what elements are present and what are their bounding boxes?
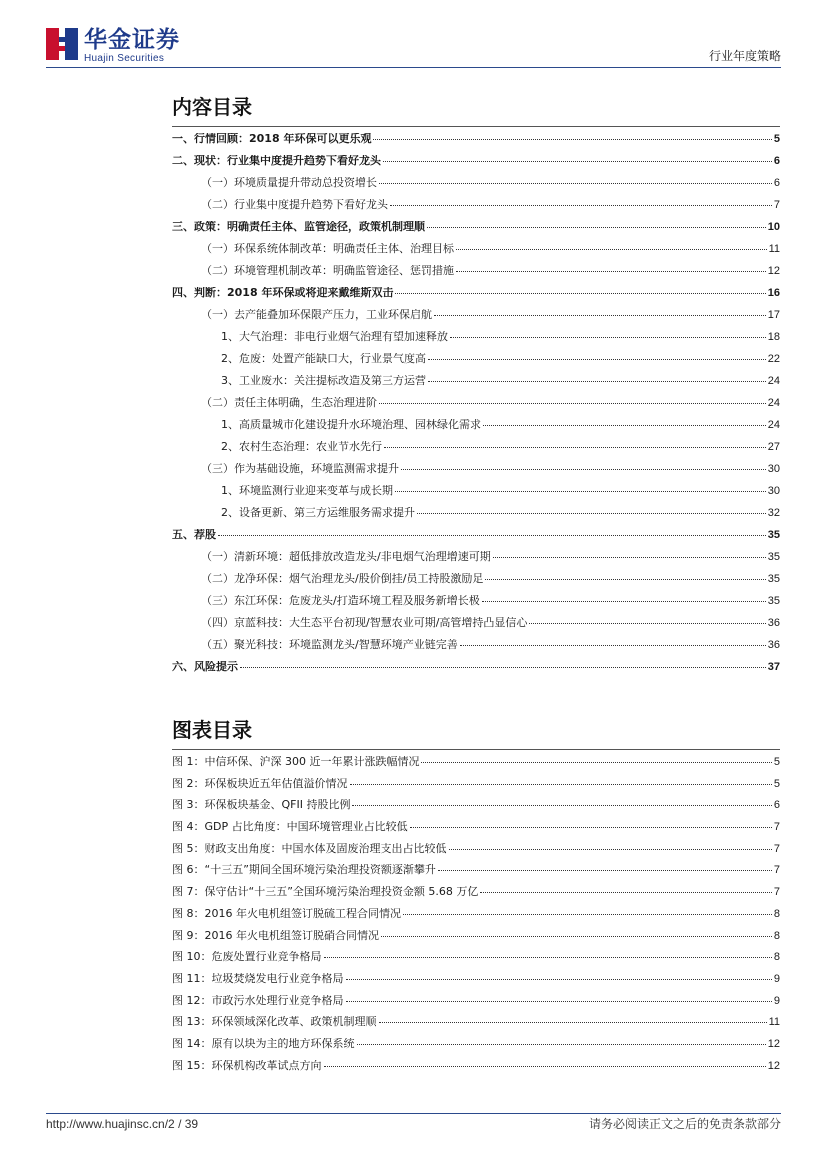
- toc-entry[interactable]: [172, 309, 780, 331]
- toc-entry[interactable]: [172, 265, 780, 287]
- figure-entry-text: 图 10：危废处置行业竞争格局: [172, 951, 322, 964]
- figure-entry[interactable]: [172, 1060, 780, 1082]
- dot-leader: [381, 936, 772, 937]
- figure-entry[interactable]: [172, 1016, 780, 1038]
- toc-entry-page-number: 35: [767, 551, 780, 563]
- toc-entry[interactable]: [172, 573, 780, 595]
- toc-entry-text: （一）清新环境：超低排放改造龙头/非电烟气治理增速可期: [201, 551, 491, 563]
- toc-entry-text: （二）责任主体明确，生态治理进阶: [201, 397, 377, 409]
- toc-entry-text: 三、政策：明确责任主体、监管途径，政策机制理顺: [172, 221, 425, 233]
- toc-entry-page-number: 32: [767, 507, 780, 519]
- figure-entry-page-number: 5: [773, 777, 780, 790]
- figure-entry-page-number: 11: [768, 1016, 780, 1029]
- figure-entry-page-number: 9: [773, 972, 780, 985]
- dot-leader: [240, 667, 766, 668]
- figure-entry-text: 图 15：环保机构改革试点方向: [172, 1059, 322, 1072]
- toc-entry[interactable]: [172, 133, 780, 155]
- dot-leader: [485, 579, 765, 580]
- dot-leader: [427, 227, 766, 228]
- figure-entry[interactable]: [172, 951, 780, 973]
- toc-entry-text: （三）东江环保：危废龙头/打造环境工程及服务新增长极: [201, 595, 480, 607]
- toc-entry[interactable]: [172, 243, 780, 265]
- figures-title-rule: [172, 749, 780, 750]
- toc-entry[interactable]: [172, 221, 780, 243]
- toc-entry[interactable]: [172, 529, 780, 551]
- figure-entry-page-number: 7: [773, 886, 780, 899]
- toc-entry[interactable]: [172, 463, 780, 485]
- footer-url-page[interactable]: http://www.huajinsc.cn/2 / 39: [46, 1117, 199, 1131]
- toc-entry-text: 2、危废：处置产能缺口大，行业景气度高: [221, 353, 426, 365]
- toc-entry[interactable]: [172, 397, 780, 419]
- figure-entry[interactable]: [172, 799, 780, 821]
- toc-entry-page-number: 24: [767, 419, 780, 431]
- toc-entry-page-number: 24: [767, 375, 780, 387]
- toc-entry-text: （五）聚光科技：环境监测龙头/智慧环境产业链完善: [201, 639, 458, 651]
- toc-entry-page-number: 36: [767, 639, 780, 651]
- figure-entry[interactable]: [172, 778, 780, 800]
- toc-entry-text: （四）京蓝科技：大生态平台初现/智慧农业可期/高管增持凸显信心: [201, 617, 528, 629]
- dot-leader: [383, 161, 772, 162]
- toc-entry-text: 二、现状：行业集中度提升趋势下看好龙头: [172, 155, 381, 167]
- dot-leader: [357, 1044, 766, 1045]
- figure-entry-text: 图 12：市政污水处理行业竞争格局: [172, 994, 344, 1007]
- figure-entry[interactable]: [172, 864, 780, 886]
- figure-entry-page-number: 12: [767, 1059, 780, 1072]
- dot-leader: [390, 205, 772, 206]
- dot-leader: [324, 957, 772, 958]
- toc-entry[interactable]: [172, 199, 780, 221]
- figure-entry-page-number: 8: [773, 951, 780, 964]
- report-type-label: 行业年度策略: [708, 49, 781, 63]
- toc-entry-text: 3、工业废水：关注提标改造及第三方运营: [221, 375, 426, 387]
- figure-entry[interactable]: [172, 995, 780, 1017]
- dot-leader: [403, 914, 772, 915]
- toc-entry-text: 四、判断：2018 年环保或将迎来戴维斯双击: [172, 287, 394, 299]
- toc-entry[interactable]: [172, 639, 780, 661]
- toc-entry-text: 1、环境监测行业迎来变革与成长期: [221, 485, 393, 497]
- toc-entry-page-number: 10: [767, 221, 780, 233]
- dot-leader: [529, 623, 765, 624]
- toc-entry-page-number: 35: [767, 595, 780, 607]
- dot-leader: [434, 315, 766, 316]
- figure-entry[interactable]: [172, 908, 780, 930]
- toc-entry-text: 2、设备更新、第三方运维服务需求提升: [221, 507, 415, 519]
- toc-entry-text: （二）行业集中度提升趋势下看好龙头: [201, 199, 388, 211]
- dot-leader: [379, 403, 766, 404]
- dot-leader: [456, 249, 767, 250]
- figure-entry-page-number: 7: [773, 821, 780, 834]
- dot-leader: [352, 805, 771, 806]
- figure-entry-text: 图 3：环保板块基金、QFII 持股比例: [172, 799, 351, 812]
- toc-entry-page-number: 22: [767, 353, 780, 365]
- dot-leader: [450, 337, 766, 338]
- page-header: [0, 0, 827, 68]
- toc-entry[interactable]: [172, 551, 780, 573]
- figure-entry-text: 图 9：2016 年火电机组签订脱硝合同情况: [172, 929, 379, 942]
- figure-entry-page-number: 9: [773, 994, 780, 1007]
- list-of-figures: [172, 756, 780, 1081]
- dot-leader: [395, 491, 766, 492]
- dot-leader: [410, 827, 772, 828]
- toc-entry[interactable]: [172, 177, 780, 199]
- dot-leader: [428, 381, 766, 382]
- toc-entry-page-number: 12: [767, 265, 780, 277]
- figure-entry[interactable]: [172, 821, 780, 843]
- header-divider: [46, 67, 781, 68]
- dot-leader: [379, 183, 772, 184]
- toc-entry-page-number: 36: [767, 617, 780, 629]
- toc-entry-text: （一）环境质量提升带动总投资增长: [201, 177, 377, 189]
- dot-leader: [346, 1001, 772, 1002]
- toc-entry[interactable]: [172, 287, 780, 309]
- logo-english-name: Huajin Securities: [84, 53, 165, 64]
- figure-entry[interactable]: [172, 756, 780, 778]
- figures-title: 图表目录: [172, 718, 252, 742]
- figure-entry[interactable]: [172, 973, 780, 995]
- toc-entry[interactable]: [172, 441, 780, 463]
- figure-entry-text: 图 6：“十三五”期间全国环境污染治理投资额逐渐攀升: [172, 864, 436, 877]
- toc-entry-page-number: 17: [767, 309, 780, 321]
- dot-leader: [493, 557, 766, 558]
- toc-entry-page-number: 27: [767, 441, 780, 453]
- contents-title: 内容目录: [172, 95, 252, 119]
- figure-entry-page-number: 7: [773, 864, 780, 877]
- figure-entry-text: 图 11：垃圾焚烧发电行业竞争格局: [172, 972, 344, 985]
- toc-entry-page-number: 18: [767, 331, 780, 343]
- toc-entry-page-number: 6: [773, 177, 780, 189]
- contents-title-rule: [172, 126, 780, 127]
- figure-entry-page-number: 5: [773, 756, 780, 768]
- dot-leader: [324, 1066, 766, 1067]
- toc-entry[interactable]: [172, 353, 780, 375]
- figure-entry[interactable]: [172, 930, 780, 952]
- figure-entry-page-number: 8: [773, 929, 780, 942]
- figure-entry[interactable]: [172, 1038, 780, 1060]
- toc-entry-text: 1、大气治理：非电行业烟气治理有望加速释放: [221, 331, 448, 343]
- dot-leader: [456, 271, 766, 272]
- logo-chinese-name: 华金证券: [84, 27, 180, 53]
- toc-entry-page-number: 6: [773, 155, 780, 167]
- toc-entry-text: （二）环境管理机制改革：明确监管途径、惩罚措施: [201, 265, 454, 277]
- dot-leader: [401, 469, 766, 470]
- figure-entry-page-number: 6: [773, 799, 780, 812]
- dot-leader: [421, 762, 771, 763]
- toc-entry-text: 2、农村生态治理：农业节水先行: [221, 441, 382, 453]
- figure-entry-page-number: 12: [767, 1037, 780, 1050]
- figure-entry[interactable]: [172, 886, 780, 908]
- toc-entry-text: （一）去产能叠加环保限产压力，工业环保启航: [201, 309, 432, 321]
- toc-entry[interactable]: [172, 595, 780, 617]
- toc-entry-page-number: 24: [767, 397, 780, 409]
- toc-entry-page-number: 7: [773, 199, 780, 211]
- dot-leader: [438, 870, 772, 871]
- dot-leader: [395, 293, 765, 294]
- figure-entry[interactable]: [172, 843, 780, 865]
- footer-disclaimer: 请务必阅读正文之后的免责条款部分: [588, 1117, 781, 1131]
- figure-entry-text: 图 14：原有以块为主的地方环保系统: [172, 1037, 355, 1050]
- dot-leader: [449, 849, 772, 850]
- toc-entry[interactable]: [172, 375, 780, 397]
- toc-entry-text: （二）龙净环保：烟气治理龙头/股价倒挂/员工持股激励足: [201, 573, 484, 585]
- toc-entry[interactable]: [172, 155, 780, 177]
- toc-entry-page-number: 37: [767, 661, 780, 673]
- figure-entry-text: 图 2：环保板块近五年估值溢价情况: [172, 777, 348, 790]
- toc-entry-page-number: 30: [767, 463, 780, 475]
- dot-leader: [373, 139, 771, 140]
- dot-leader: [428, 359, 766, 360]
- toc-entry[interactable]: [172, 419, 780, 441]
- toc-entry-text: （一）环保系统体制改革：明确责任主体、治理目标: [201, 243, 454, 255]
- figure-entry-text: 图 8：2016 年火电机组签订脱硫工程合同情况: [172, 907, 401, 920]
- table-of-contents: [172, 133, 780, 683]
- dot-leader: [346, 979, 772, 980]
- toc-entry-text: （三）作为基础设施，环境监测需求提升: [201, 463, 399, 475]
- toc-entry[interactable]: [172, 507, 780, 529]
- dot-leader: [460, 645, 766, 646]
- toc-entry-text: 1、高质量城市化建设提升水环境治理、园林绿化需求: [221, 419, 481, 431]
- footer-divider: [46, 1113, 781, 1114]
- toc-entry[interactable]: [172, 617, 780, 639]
- toc-entry[interactable]: [172, 661, 780, 683]
- toc-entry[interactable]: [172, 331, 780, 353]
- figure-entry-page-number: 8: [773, 907, 780, 920]
- figure-entry-text: 图 1：中信环保、沪深 300 近一年累计涨跌幅情况: [172, 756, 420, 768]
- toc-entry-text: 五、荐股: [172, 529, 216, 541]
- dot-leader: [384, 447, 766, 448]
- dot-leader: [482, 601, 766, 602]
- toc-entry-text: 六、风险提示: [172, 661, 238, 673]
- figure-entry-text: 图 7：保守估计“十三五”全国环境污染治理投资金额 5.68 万亿: [172, 886, 479, 899]
- toc-entry-page-number: 30: [767, 485, 780, 497]
- toc-entry-page-number: 35: [767, 529, 780, 541]
- huajin-logo-icon: [46, 28, 78, 60]
- toc-entry-text: 一、行情回顾：2018 年环保可以更乐观: [172, 133, 372, 145]
- figure-entry-page-number: 7: [773, 842, 780, 855]
- dot-leader: [483, 425, 766, 426]
- dot-leader: [417, 513, 766, 514]
- dot-leader: [350, 784, 772, 785]
- toc-entry-page-number: 5: [773, 133, 780, 145]
- toc-entry-page-number: 16: [767, 287, 780, 299]
- figure-entry-text: 图 13：环保领域深化改革、政策机制理顺: [172, 1016, 377, 1029]
- figure-entry-text: 图 4：GDP 占比角度：中国环境管理业占比较低: [172, 821, 408, 834]
- toc-entry-page-number: 35: [767, 573, 780, 585]
- toc-entry-page-number: 11: [768, 243, 780, 255]
- figure-entry-text: 图 5：财政支出角度：中国水体及固废治理支出占比较低: [172, 842, 447, 855]
- toc-entry[interactable]: [172, 485, 780, 507]
- dot-leader: [379, 1022, 767, 1023]
- dot-leader: [218, 535, 766, 536]
- dot-leader: [480, 892, 771, 893]
